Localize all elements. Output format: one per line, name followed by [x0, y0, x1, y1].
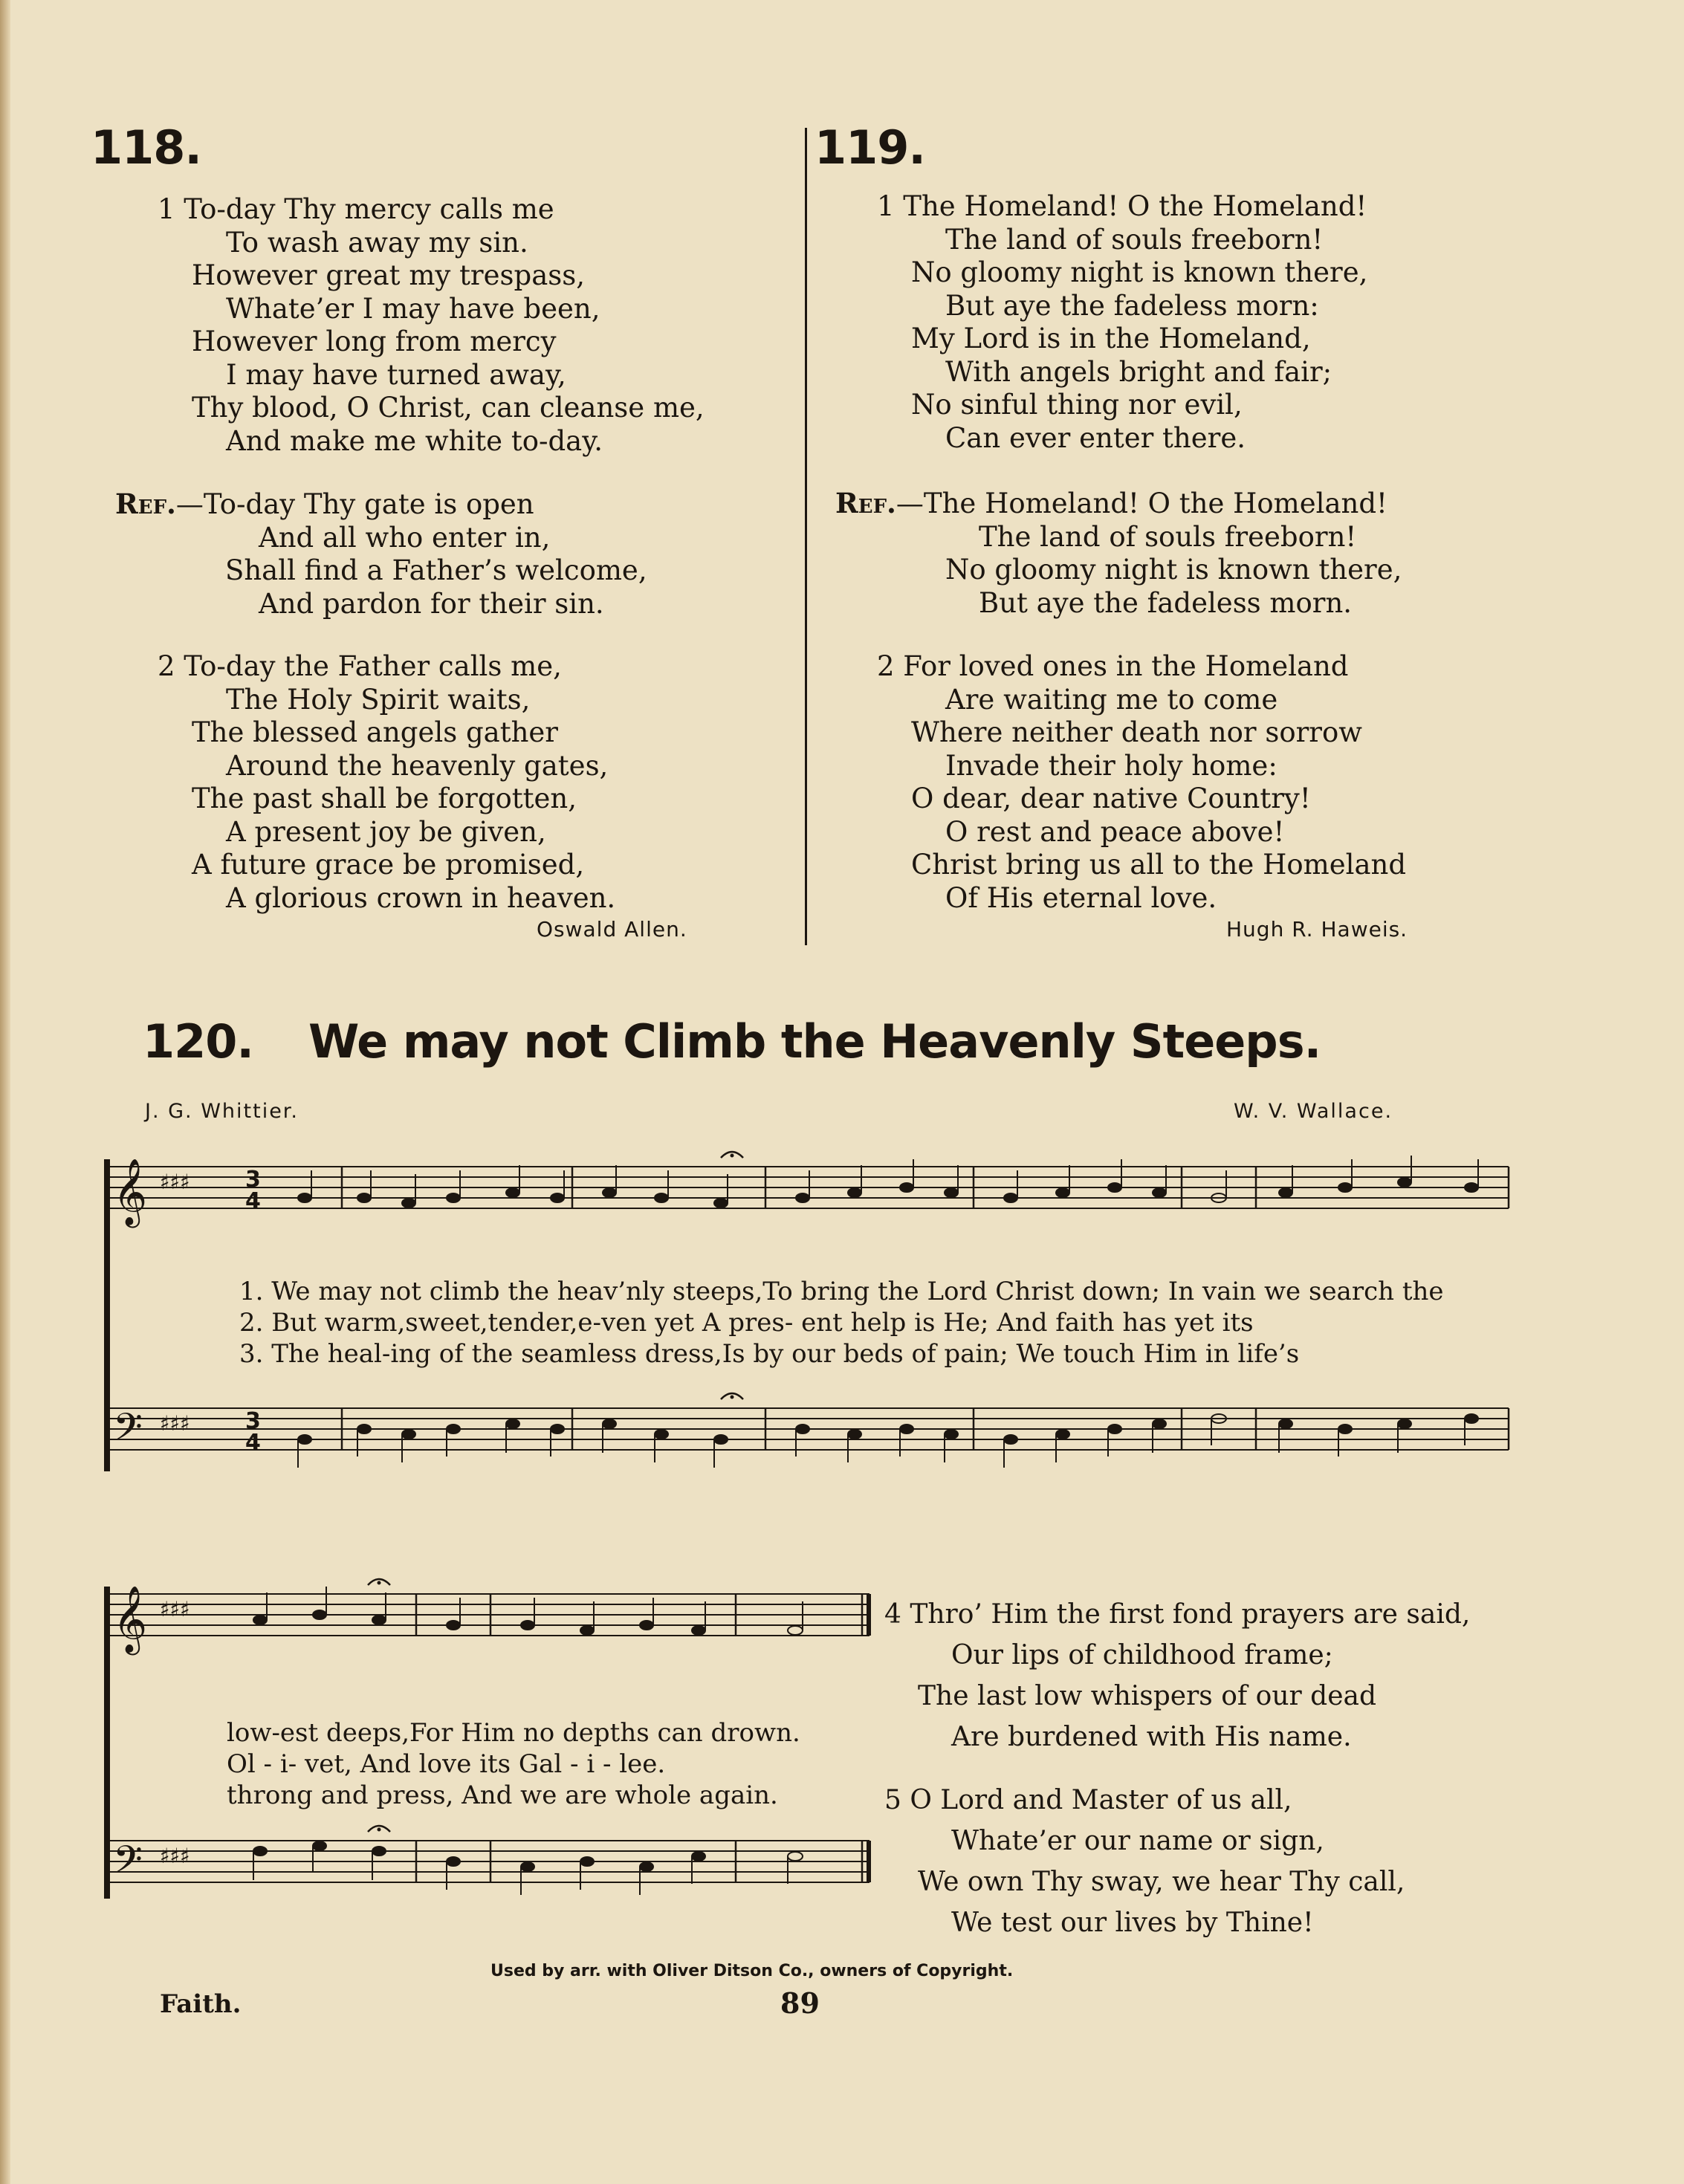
verse-line: 2 To-day the Father calls me,: [158, 650, 562, 682]
note-head: [655, 1430, 668, 1439]
note-head: [447, 1193, 460, 1202]
note-head: [253, 1616, 267, 1624]
note-head: [1465, 1183, 1478, 1192]
verse-line: 1 The Homeland! O the Homeland!: [877, 190, 1367, 222]
note-head: [1108, 1183, 1121, 1192]
verse-line: 1 To-day Thy mercy calls me: [158, 193, 554, 225]
page-topic: Faith.: [160, 1989, 242, 2019]
note-head: [900, 1425, 913, 1433]
verse-line: Shall find a Father’s welcome,: [225, 554, 647, 586]
verse-line: O rest and peace above!: [945, 815, 1285, 848]
verse-line: And pardon for their sin.: [259, 587, 604, 620]
treble-notes: [298, 1156, 1478, 1208]
note-head: [298, 1435, 311, 1444]
lyric-line: 1. We may not climb the heav’nly steeps,To bring the Lord Christ down; In vain we search the: [239, 1277, 1444, 1306]
bass-clef-icon: 𝄢: [113, 1404, 143, 1459]
note-head: [357, 1193, 371, 1202]
note-head: [521, 1862, 534, 1871]
note-head: [1153, 1188, 1166, 1197]
refrain-text: —To-day Thy gate is open: [175, 488, 534, 520]
time-signature-bottom: 4: [245, 1188, 261, 1214]
hymn-120-title: We may not Climb the Heavenly Steeps.: [308, 1014, 1321, 1069]
verse-line: The blessed angels gather: [192, 716, 558, 748]
verse-line: Are waiting me to come: [945, 683, 1278, 716]
note-head: [447, 1857, 460, 1866]
note-head: [506, 1419, 519, 1428]
note-head: [640, 1621, 653, 1630]
verse-line: Can ever enter there.: [945, 421, 1246, 454]
lyric-line: low-est deeps,For Him no depths can drown.: [227, 1718, 800, 1748]
lyric-line: Ol - i- vet, And love its Gal - i - lee.: [227, 1749, 666, 1779]
refrain-first-line: [115, 487, 647, 522]
note-head: [1153, 1419, 1166, 1428]
verse-line: But aye the fadeless morn.: [979, 586, 1353, 619]
verse-line: Christ bring us all to the Homeland: [911, 849, 1407, 881]
copyright-note: Used by arr. with Oliver Ditson Co., owners of Copyright.: [490, 1962, 1014, 1980]
hymn-119-number: 119.: [815, 120, 925, 175]
verse-line: The land of souls freeborn!: [945, 223, 1324, 256]
hymn-119-verse-2: [877, 650, 1406, 915]
page-binding-edge: [0, 0, 10, 2184]
verse-line: Invade their holy home:: [945, 749, 1277, 782]
verse-line: Around the heavenly gates,: [226, 749, 609, 782]
note-head: [692, 1852, 705, 1861]
note-head: [1338, 1425, 1352, 1433]
verse-line: 2 For loved ones in the Homeland: [877, 650, 1349, 682]
hymn-120-verse-5: [884, 1780, 1405, 1943]
verse-line: Our lips of childhood frame;: [951, 1640, 1333, 1671]
hymn-118-author: Oswald Allen.: [537, 917, 687, 942]
note-head: [1056, 1188, 1069, 1197]
verse-line: The Holy Spirit waits,: [226, 683, 531, 716]
verse-line: No gloomy night is known there,: [945, 554, 1402, 586]
half-note-head: [788, 1626, 803, 1635]
verse-line: Whate’er I may have been,: [226, 292, 600, 325]
half-note-head: [788, 1852, 803, 1861]
note-head: [796, 1425, 809, 1433]
words-credit: J. G. Whittier.: [145, 1100, 299, 1123]
verse-line: Of His eternal love.: [945, 881, 1217, 914]
note-head: [1004, 1435, 1017, 1444]
treble-clef-icon: 𝄞: [113, 1159, 148, 1225]
note-head: [580, 1857, 594, 1866]
verse-line: And make me white to-day.: [226, 424, 603, 457]
note-head: [1398, 1419, 1411, 1428]
time-signature-top: 3: [245, 1167, 261, 1193]
note-head: [357, 1425, 371, 1433]
music-credit: W. V. Wallace.: [1234, 1100, 1393, 1123]
verse-line: Are burdened with His name.: [951, 1722, 1352, 1752]
lyric-line: 2. But warm,sweet,tender,e-ven yet A pres- ent help is He; And faith has yet its: [239, 1308, 1254, 1338]
verse-line: No sinful thing nor evil,: [911, 389, 1243, 421]
note-head: [402, 1199, 415, 1208]
verse-line: O dear, dear native Country!: [911, 782, 1311, 814]
note-head: [640, 1862, 653, 1871]
refrain-label: Ref.: [835, 487, 896, 519]
verse-line: A present joy be given,: [226, 815, 546, 848]
verse-line: The past shall be forgotten,: [192, 782, 577, 814]
verse-line: Thy blood, O Christ, can cleanse me,: [192, 392, 705, 424]
note-head: [551, 1193, 564, 1202]
note-head: [372, 1616, 386, 1624]
note-head: [1056, 1430, 1069, 1439]
refrain-first-line: [835, 487, 1402, 521]
note-head: [945, 1188, 958, 1197]
note-head: [580, 1626, 594, 1635]
note-head: [1279, 1419, 1292, 1428]
note-head: [603, 1188, 616, 1197]
hymn-119-verse-1: [877, 190, 1367, 455]
hymn-119-refrain: [835, 487, 1402, 620]
note-head: [714, 1435, 728, 1444]
verse-line: We test our lives by Thine!: [951, 1908, 1314, 1938]
lyric-line: throng and press, And we are whole again.: [227, 1780, 778, 1810]
note-head: [447, 1621, 460, 1630]
note-head: [313, 1610, 326, 1619]
verse-line: Where neither death nor sorrow: [911, 716, 1362, 748]
hymn-119-author: Hugh R. Haweis.: [1226, 917, 1408, 942]
note-head: [506, 1188, 519, 1197]
note-head: [900, 1183, 913, 1192]
hymn-120-verse-4: [884, 1594, 1470, 1757]
note-head: [1398, 1178, 1411, 1187]
note-head: [1004, 1193, 1017, 1202]
verse-line: To wash away my sin.: [226, 226, 528, 259]
hymn-118-refrain: [115, 487, 647, 620]
hymn-118-verse-2: [158, 650, 615, 915]
hymn-118-verse-1: [158, 193, 705, 458]
verse-line: And all who enter in,: [259, 521, 551, 554]
treble-clef-icon: 𝄞: [113, 1586, 148, 1653]
note-head: [945, 1430, 958, 1439]
page-number: 89: [780, 1986, 820, 2020]
verse-line: A future grace be promised,: [192, 849, 585, 881]
lyric-line: 3. The heal-ing of the seamless dress,Is by our beds of pain; We touch Him in life’s: [239, 1339, 1300, 1369]
verse-line: I may have turned away,: [226, 358, 566, 391]
note-head: [372, 1847, 386, 1856]
note-head: [1338, 1183, 1352, 1192]
note-head: [692, 1626, 705, 1635]
refrain-label: Ref.: [115, 487, 176, 520]
bass-clef-icon: 𝄢: [113, 1837, 143, 1891]
note-head: [1108, 1425, 1121, 1433]
column-divider: [805, 128, 807, 945]
verse-line: Whate’er our name or sign,: [951, 1826, 1324, 1856]
note-head: [402, 1430, 415, 1439]
note-head: [714, 1199, 728, 1208]
note-head: [447, 1425, 460, 1433]
note-head: [1465, 1414, 1478, 1423]
note-head: [313, 1841, 326, 1850]
sharp-icon: ♯♯♯: [160, 1844, 190, 1868]
hymn-120-number: 120.: [143, 1014, 253, 1069]
note-head: [655, 1193, 668, 1202]
time-signature-bottom: 4: [245, 1430, 261, 1456]
verse-line: No gloomy night is known there,: [911, 256, 1368, 288]
verse-line: However great my trespass,: [192, 259, 585, 291]
sharp-icon: ♯♯♯: [160, 1411, 190, 1436]
hymn-118-number: 118.: [91, 120, 201, 175]
verse-line: With angels bright and fair;: [945, 355, 1332, 388]
verse-line: We own Thy sway, we hear Thy call,: [918, 1867, 1405, 1897]
note-head: [521, 1621, 534, 1630]
verse-line: My Lord is in the Homeland,: [911, 323, 1311, 354]
verse-line: 5 O Lord and Master of us all,: [884, 1785, 1292, 1815]
verse-line: However long from mercy: [192, 325, 557, 357]
verse-line: A glorious crown in heaven.: [226, 881, 616, 914]
verse-line: The last low whispers of our dead: [918, 1681, 1377, 1711]
verse-line: But aye the fadeless morn:: [945, 289, 1319, 322]
verse-line: 4 Thro’ Him the first fond prayers are said,: [884, 1599, 1471, 1630]
sharp-icon: ♯♯♯: [160, 1170, 190, 1194]
time-signature-top: 3: [245, 1408, 261, 1434]
note-head: [796, 1193, 809, 1202]
note-head: [848, 1188, 861, 1197]
sharp-icon: ♯♯♯: [160, 1597, 190, 1621]
note-head: [1279, 1188, 1292, 1197]
bass-notes: [253, 1841, 803, 1895]
note-head: [603, 1419, 616, 1428]
refrain-text: —The Homeland! O the Homeland!: [896, 487, 1387, 519]
note-head: [298, 1193, 311, 1202]
note-head: [848, 1430, 861, 1439]
note-head: [253, 1847, 267, 1856]
verse-line: The land of souls freeborn!: [979, 520, 1357, 553]
note-head: [551, 1425, 564, 1433]
bass-notes: [298, 1414, 1478, 1468]
